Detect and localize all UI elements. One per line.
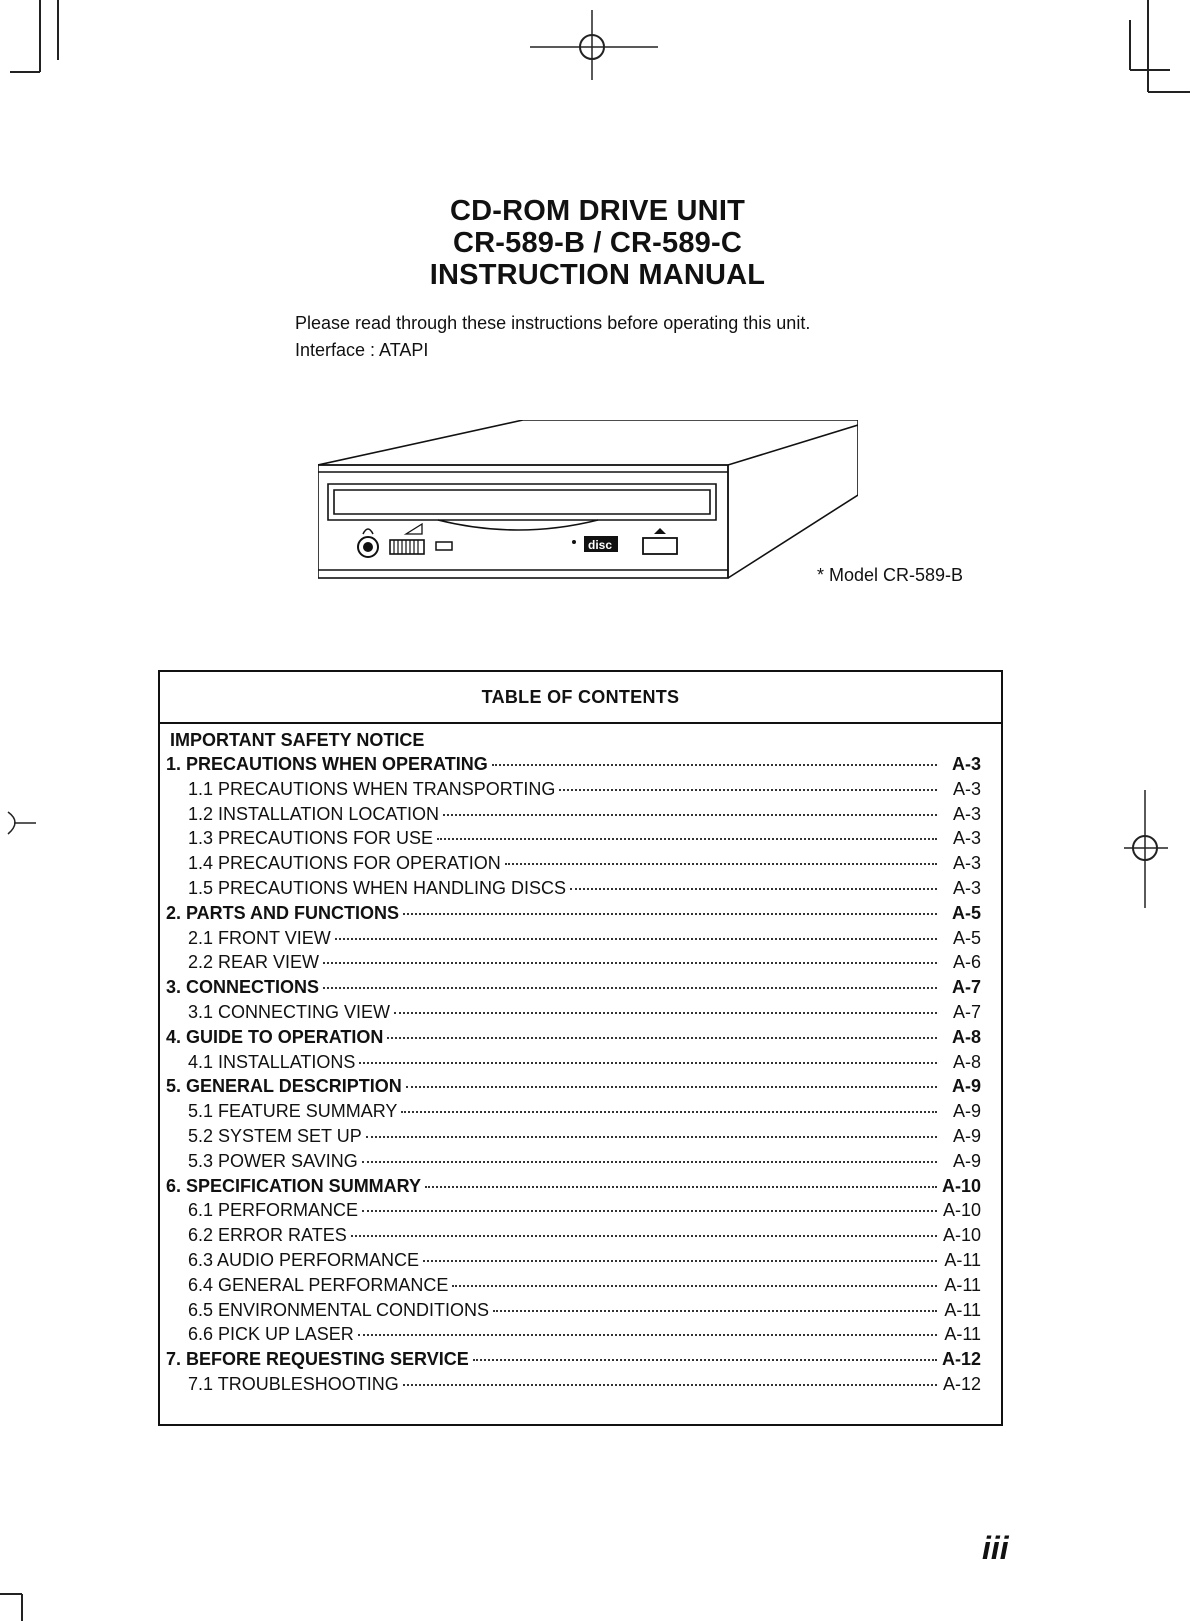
volume-dial-icon: [390, 540, 424, 554]
toc-leader-dots: [406, 1086, 937, 1088]
toc-entry-label: 6.1 PERFORMANCE: [188, 1200, 359, 1221]
crop-mark-top-right: [1110, 0, 1195, 100]
toc-entry-label: 6.5 ENVIRONMENTAL CONDITIONS: [188, 1299, 490, 1320]
toc-entry: [166, 828, 981, 853]
toc-leader-dots: [351, 1235, 937, 1237]
intro-text: [295, 310, 810, 364]
toc-entry: [166, 1275, 981, 1300]
compact-disc-logo-icon: [572, 536, 618, 552]
toc-leader-dots: [423, 1260, 937, 1262]
busy-indicator-icon: [436, 542, 452, 550]
registration-mark-left: [0, 808, 40, 838]
toc-entry-label: 2.1 FRONT VIEW: [188, 927, 331, 948]
toc-entry-label: 1.1 PRECAUTIONS WHEN TRANSPORTING: [188, 778, 556, 799]
toc-entry-page: A-5: [951, 902, 981, 923]
toc-entry-page: A-3: [952, 778, 981, 799]
cd-rom-drive-illustration: [318, 420, 858, 590]
toc-entry: [166, 1002, 981, 1027]
toc-entry-page: A-12: [942, 1373, 981, 1394]
toc-entry-page: A-11: [944, 1274, 981, 1295]
toc-entry-page: A-3: [952, 828, 981, 849]
volume-symbol-icon: [406, 524, 422, 534]
toc-leader-dots: [401, 1111, 937, 1113]
toc-leader-dots: [443, 814, 937, 816]
toc-entry-page: A-9: [952, 1150, 981, 1171]
toc-entry-label: 5. GENERAL DESCRIPTION: [166, 1076, 402, 1097]
toc-entry: [166, 952, 981, 977]
toc-entry-page: A-11: [944, 1324, 981, 1345]
toc-entry-page: A-9: [951, 1076, 981, 1097]
toc-entry: [166, 804, 981, 829]
toc-entry-page: A-8: [951, 1026, 981, 1047]
crop-mark-top-left: [0, 0, 80, 90]
toc-entry: [166, 977, 981, 1002]
title-manual: INSTRUCTION MANUAL: [429, 259, 766, 291]
title-product: CD-ROM DRIVE UNIT: [449, 195, 745, 227]
toc-entry-label: 1.4 PRECAUTIONS FOR OPERATION: [188, 853, 501, 874]
toc-leader-dots: [559, 789, 937, 791]
toc-entry: [166, 1300, 981, 1325]
toc-entry: [166, 1176, 981, 1201]
toc-entry: [166, 754, 981, 779]
toc-entry-page: A-8: [952, 1051, 981, 1072]
toc-entry-label: 6.6 PICK UP LASER: [188, 1324, 354, 1345]
toc-entry-page: A-9: [952, 1125, 981, 1146]
toc-entry-page: A-3: [952, 853, 981, 874]
toc-entry-page: A-9: [952, 1101, 981, 1122]
toc-entry-label: 5.1 FEATURE SUMMARY: [188, 1101, 398, 1122]
toc-entry-page: A-7: [952, 1001, 981, 1022]
toc-leader-dots: [437, 838, 937, 840]
toc-entry-label: 2.2 REAR VIEW: [188, 952, 320, 973]
toc-entry: [166, 1349, 981, 1374]
toc-leader-dots: [323, 962, 937, 964]
eject-symbol-icon: [654, 528, 666, 534]
toc-entry-label: 1.5 PRECAUTIONS WHEN HANDLING DISCS: [188, 877, 567, 898]
toc-entry-label: 1.3 PRECAUTIONS FOR USE: [188, 828, 434, 849]
crop-mark-bottom-left: [0, 1590, 40, 1621]
toc-entry-label: 2. PARTS AND FUNCTIONS: [166, 902, 400, 923]
toc-entry-list: [166, 754, 981, 1399]
toc-entry-label: 7.1 TROUBLESHOOTING: [188, 1373, 399, 1394]
toc-entry: [166, 1225, 981, 1250]
toc-leader-dots: [403, 1384, 937, 1386]
toc-entry-label: 5.3 POWER SAVING: [188, 1150, 358, 1171]
headphone-symbol-icon: [363, 529, 373, 534]
toc-entry-label: 4. GUIDE TO OPERATION: [166, 1026, 384, 1047]
toc-entry-label: 1.2 INSTALLATION LOCATION: [188, 803, 440, 824]
toc-leader-dots: [362, 1210, 937, 1212]
toc-entry: [166, 1250, 981, 1275]
figure-caption: * Model CR-589-B: [817, 565, 964, 585]
page-number: iii: [982, 1530, 1009, 1566]
toc-entry-page: A-3: [951, 754, 981, 774]
toc-entry-page: A-11: [944, 1299, 981, 1320]
toc-leader-dots: [362, 1161, 937, 1163]
toc-entry-label: 5.2 SYSTEM SET UP: [188, 1125, 362, 1146]
toc-entry-page: A-10: [942, 1200, 981, 1221]
toc-leader-dots: [452, 1285, 937, 1287]
toc-entry-page: A-10: [941, 1175, 981, 1196]
toc-leader-dots: [425, 1186, 937, 1188]
toc-entry: [166, 1126, 981, 1151]
toc-leader-dots: [403, 913, 937, 915]
toc-entry: [166, 1052, 981, 1077]
eject-button-icon: [643, 538, 677, 554]
toc-leader-dots: [359, 1062, 937, 1064]
toc-leader-dots: [570, 888, 937, 890]
toc-entry-page: A-12: [941, 1349, 981, 1370]
toc-entry-label: 1. PRECAUTIONS WHEN OPERATING: [166, 754, 488, 774]
toc-entry: [166, 1151, 981, 1176]
toc-entry: [166, 1200, 981, 1225]
toc-entry: [166, 1027, 981, 1052]
toc-entry-page: A-3: [952, 877, 981, 898]
toc-entry-label: 6.3 AUDIO PERFORMANCE: [188, 1249, 420, 1270]
toc-leader-dots: [493, 1310, 937, 1312]
toc-entry-label: 4.1 INSTALLATIONS: [188, 1051, 356, 1072]
toc-title: TABLE OF CONTENTS: [160, 672, 1001, 724]
toc-entry-page: A-7: [951, 977, 981, 998]
table-of-contents: [158, 670, 1003, 1426]
toc-leader-dots: [358, 1334, 937, 1336]
toc-entry-page: A-11: [944, 1249, 981, 1270]
toc-entry-label: 7. BEFORE REQUESTING SERVICE: [166, 1349, 469, 1370]
intro-interface: Interface : ATAPI: [295, 340, 429, 360]
toc-entry: [166, 853, 981, 878]
toc-leader-dots: [492, 764, 937, 766]
toc-entry-label: 3. CONNECTIONS: [166, 977, 320, 998]
toc-leader-dots: [387, 1037, 937, 1039]
title-model: CR-589-B / CR-589-C: [452, 227, 743, 259]
toc-safety-notice: IMPORTANT SAFETY NOTICE: [170, 730, 425, 750]
toc-entry: [166, 1324, 981, 1349]
toc-leader-dots: [505, 863, 937, 865]
document-title: [0, 195, 1195, 291]
toc-entry-page: A-10: [942, 1225, 981, 1246]
compact-disc-logo-text: disc: [588, 538, 613, 552]
toc-entry: [166, 1101, 981, 1126]
toc-entry-label: 6.2 ERROR RATES: [188, 1225, 347, 1246]
toc-entry: [166, 1076, 981, 1101]
toc-leader-dots: [473, 1359, 937, 1361]
registration-mark-right: [1120, 790, 1170, 910]
toc-entry-label: 3.1 CONNECTING VIEW: [188, 1001, 391, 1022]
toc-entry: [166, 779, 981, 804]
toc-leader-dots: [335, 938, 937, 940]
toc-entry: [166, 1374, 981, 1399]
toc-leader-dots: [323, 987, 937, 989]
toc-entry-label: 6. SPECIFICATION SUMMARY: [166, 1175, 422, 1196]
toc-entry: [166, 878, 981, 903]
toc-entry-page: A-3: [952, 803, 981, 824]
intro-instruction: Please read through these instructions before operating this unit.: [295, 313, 811, 333]
toc-entry-page: A-6: [952, 952, 981, 973]
toc-leader-dots: [394, 1012, 937, 1014]
toc-entry: [166, 903, 981, 928]
toc-entry-label: 6.4 GENERAL PERFORMANCE: [188, 1274, 449, 1295]
toc-entry: [166, 928, 981, 953]
registration-mark-top: [530, 10, 660, 90]
toc-leader-dots: [366, 1136, 937, 1138]
toc-entry-page: A-5: [952, 927, 981, 948]
